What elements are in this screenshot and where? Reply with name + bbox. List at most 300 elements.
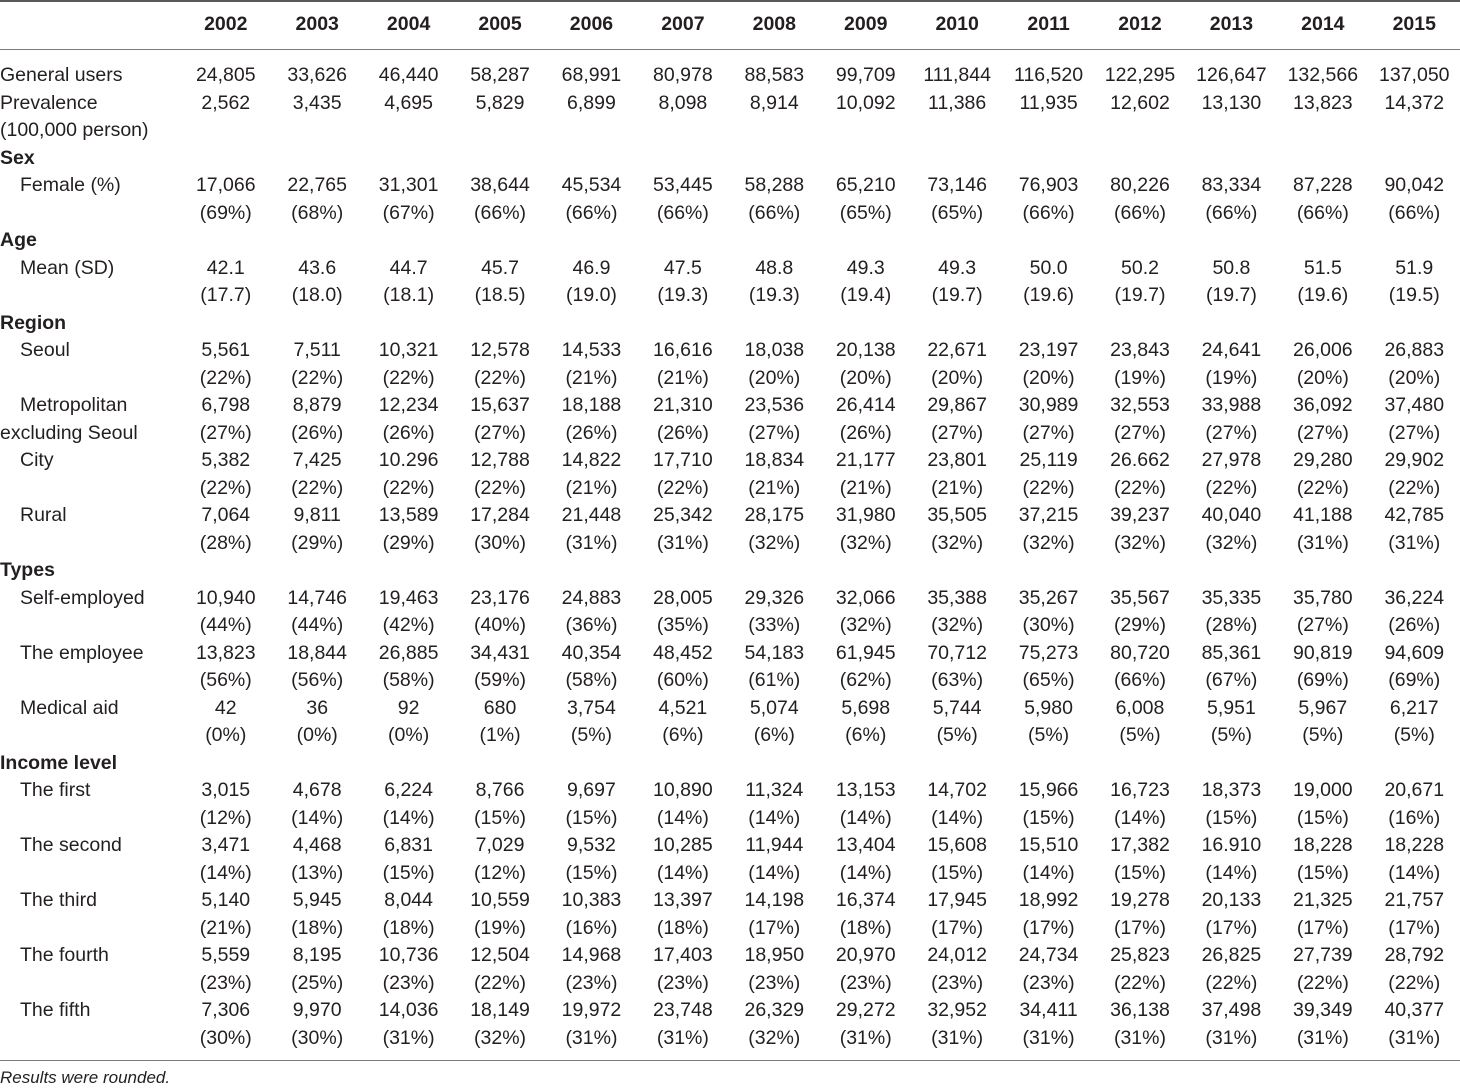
table-cell: 16,374 — [835, 889, 896, 911]
table-cell: 7,029 — [475, 834, 525, 856]
table-cell: (21%) — [199, 916, 252, 939]
table-cell: (15%) — [931, 861, 984, 884]
table-row — [0, 420, 1460, 448]
table-cell: 41,188 — [1293, 504, 1353, 526]
table-cell: (22%) — [291, 476, 344, 499]
table-cell: (5%) — [570, 724, 613, 746]
table-cell: (66%) — [748, 201, 801, 224]
table-cell: 13,404 — [835, 834, 896, 856]
table-cell: (15%) — [1296, 861, 1349, 884]
table-cell: 17,284 — [470, 504, 530, 526]
table-cell: 16,723 — [1110, 779, 1170, 801]
table-cell: 13,589 — [378, 504, 439, 526]
table-cell: (15%) — [382, 861, 435, 884]
table-cell: 10,321 — [378, 339, 439, 361]
table-cell: 48,452 — [653, 641, 713, 664]
table-cell: (58%) — [565, 669, 618, 691]
row-label — [0, 612, 180, 640]
table-cell: 50.0 — [1029, 256, 1068, 279]
table-cell: (12%) — [199, 806, 252, 829]
row-label: Seoul — [20, 339, 70, 361]
table-cell: 29,272 — [835, 999, 896, 1021]
table-cell: 26,006 — [1293, 339, 1353, 361]
table-cell: 5,140 — [201, 889, 251, 911]
table-cell: (22%) — [291, 366, 344, 389]
table-cell: (27%) — [748, 421, 801, 444]
table-cell: (22%) — [1205, 971, 1258, 994]
table-cell: (59%) — [474, 669, 527, 691]
table-cell: (23%) — [199, 971, 252, 994]
table-cell — [911, 117, 1002, 145]
table-cell: 20,133 — [1201, 889, 1262, 911]
table-cell: (6%) — [753, 724, 795, 746]
table-row — [0, 805, 1460, 833]
table-cell: 14,968 — [561, 944, 622, 966]
table-cell: (18%) — [839, 916, 892, 939]
table-cell: (66%) — [656, 201, 709, 224]
table-cell — [637, 117, 728, 145]
table-cell: (19.3) — [657, 284, 709, 306]
table-cell: 65,210 — [835, 174, 896, 196]
table-cell: 23,176 — [470, 586, 530, 609]
year-header-2013: 2013 — [1209, 13, 1254, 36]
table-cell: 18,038 — [744, 339, 805, 361]
table-cell: 8,044 — [384, 889, 434, 911]
table-cell: (20%) — [1388, 366, 1441, 389]
table-cell: 36,092 — [1293, 394, 1353, 416]
table-cell: 8,914 — [749, 91, 799, 114]
table-cell: 34,431 — [470, 641, 530, 664]
table-cell: 12,504 — [470, 944, 530, 966]
table-cell: 44.7 — [389, 256, 428, 279]
table-cell: 23,536 — [744, 394, 805, 416]
table-cell: 33,626 — [287, 64, 348, 86]
table-cell: 19,972 — [561, 999, 622, 1021]
table-cell: (13%) — [291, 861, 344, 884]
table-cell: (31%) — [1205, 1026, 1258, 1049]
table-cell: 80,720 — [1110, 641, 1170, 664]
table-cell: (14%) — [1113, 806, 1166, 829]
table-cell: 99,709 — [835, 64, 896, 86]
table-cell: (25%) — [291, 971, 344, 994]
table-cell: (66%) — [1022, 201, 1075, 224]
table-row — [0, 502, 1460, 530]
table-cell: (19%) — [1113, 366, 1166, 389]
table-cell: (23%) — [565, 971, 618, 994]
row-label: (100,000 person) — [0, 119, 149, 141]
table-row — [0, 90, 1460, 118]
table-cell: 15,637 — [470, 394, 530, 416]
table-cell: (27%) — [931, 421, 984, 444]
table-cell: (14%) — [1205, 861, 1258, 884]
table-cell — [1094, 117, 1185, 145]
table-cell: (17%) — [1113, 916, 1166, 939]
table-cell: (17%) — [748, 916, 801, 939]
table-cell: (31%) — [1388, 1026, 1441, 1049]
table-cell: (1%) — [479, 724, 521, 746]
table-cell: (19%) — [1205, 366, 1258, 389]
table-cell: 13,130 — [1201, 91, 1262, 114]
table-cell: (22%) — [199, 476, 252, 499]
table-row — [0, 585, 1460, 613]
table-cell: (19.4) — [840, 284, 892, 306]
table-cell: 40,354 — [561, 641, 622, 664]
table-row — [0, 365, 1460, 393]
row-label: Mean (SD) — [20, 256, 115, 279]
table-cell: (5%) — [1210, 724, 1252, 746]
table-cell: (22%) — [1113, 971, 1166, 994]
table-cell: 17,945 — [927, 889, 987, 911]
table-cell: (23%) — [382, 971, 435, 994]
table-cell: (18%) — [656, 916, 709, 939]
table-cell — [363, 117, 454, 145]
table-cell: 5,698 — [841, 696, 891, 719]
table-cell: (27%) — [1296, 614, 1349, 636]
table-cell: 73,146 — [927, 174, 987, 196]
footnote: Results were rounded. — [0, 1068, 171, 1087]
table-cell: 10.296 — [378, 449, 439, 471]
table-cell: (20%) — [931, 366, 984, 389]
table-cell: (28%) — [1205, 614, 1258, 636]
table-cell: (32%) — [1022, 531, 1075, 554]
table-cell: 3,754 — [567, 696, 616, 719]
table-cell: 5,829 — [475, 91, 525, 114]
table-row — [0, 1025, 1460, 1053]
table-cell: 116,520 — [1014, 64, 1084, 86]
table-cell: 42.1 — [206, 256, 245, 279]
section-label: Types — [0, 559, 55, 581]
table-cell: (0%) — [205, 724, 247, 746]
table-cell: 40,040 — [1201, 504, 1262, 526]
table-cell: (0%) — [388, 724, 430, 746]
table-cell: 6,008 — [1115, 696, 1165, 719]
table-cell: 20,970 — [835, 944, 896, 966]
table-cell: 30,989 — [1018, 394, 1079, 416]
table-cell: 111,844 — [923, 64, 991, 86]
table-cell: (15%) — [565, 861, 618, 884]
table-cell: 17,710 — [653, 449, 713, 471]
table-cell: 18,950 — [744, 944, 805, 966]
table-row — [0, 915, 1460, 943]
year-header-2010: 2010 — [935, 13, 979, 36]
table-cell: (18.1) — [383, 284, 435, 306]
table-cell: 8,879 — [292, 394, 342, 416]
table-cell: (19.7) — [931, 284, 983, 306]
table-cell: 15,966 — [1018, 779, 1079, 801]
table-cell: 80,226 — [1110, 174, 1170, 196]
table-cell: 50.8 — [1212, 256, 1251, 279]
table-row — [0, 695, 1460, 723]
table-cell: (31%) — [1388, 531, 1441, 554]
table-cell: (30%) — [474, 531, 527, 554]
section-row — [0, 750, 1460, 778]
table-cell: 19,000 — [1293, 779, 1353, 801]
table-cell — [180, 117, 271, 145]
table-cell: 122,295 — [1104, 64, 1176, 86]
table-cell: 27,978 — [1201, 449, 1262, 471]
year-header-2003: 2003 — [295, 13, 339, 36]
table-cell: (23%) — [748, 971, 801, 994]
table-cell: (30%) — [1022, 614, 1075, 636]
table-cell: 12,602 — [1110, 91, 1170, 114]
table-cell: (15%) — [1205, 806, 1258, 829]
table-cell — [454, 117, 545, 145]
table-cell: (18%) — [291, 916, 344, 939]
table-cell: (17%) — [931, 916, 984, 939]
table-cell — [1369, 117, 1460, 145]
table-row — [0, 530, 1460, 558]
table-cell: 25,823 — [1110, 944, 1170, 966]
table-cell — [271, 117, 362, 145]
table-cell: (22%) — [1205, 476, 1258, 499]
table-cell: 46.9 — [572, 256, 611, 279]
table-cell: 23,843 — [1110, 339, 1170, 361]
table-cell: (66%) — [1113, 669, 1166, 691]
table-cell: 18,844 — [287, 641, 348, 664]
row-label: The second — [20, 834, 122, 856]
header-spacer — [0, 50, 1460, 62]
table-cell: (14%) — [1022, 861, 1075, 884]
table-cell: (22%) — [199, 366, 252, 389]
table-cell: (12%) — [474, 861, 527, 884]
table-cell: (32%) — [931, 531, 984, 554]
table-cell: 7,425 — [292, 449, 342, 471]
table-cell: (0%) — [296, 724, 338, 746]
table-cell: (22%) — [656, 476, 709, 499]
table-cell: 5,559 — [201, 944, 251, 966]
table-cell: 17,403 — [653, 944, 713, 966]
year-header-2007: 2007 — [661, 13, 705, 36]
table-cell: 20,671 — [1384, 779, 1445, 801]
table-cell: (33%) — [748, 614, 801, 636]
table-cell — [1003, 117, 1094, 145]
table-cell: 6,224 — [384, 779, 434, 801]
table-cell: (23%) — [839, 971, 892, 994]
table-cell: (66%) — [1205, 201, 1258, 224]
table-cell: 26,885 — [378, 641, 439, 664]
table-row — [0, 997, 1460, 1025]
table-cell: 50.2 — [1121, 256, 1159, 279]
table-header — [0, 0, 1460, 50]
table-cell: (44%) — [291, 614, 344, 636]
table-cell: 28,005 — [653, 586, 713, 609]
table-cell: (19.6) — [1297, 284, 1349, 306]
table-cell: (32%) — [1113, 531, 1166, 554]
table-cell: (15%) — [1022, 806, 1075, 829]
table-cell: (22%) — [1388, 971, 1441, 994]
table-cell: 18,228 — [1384, 834, 1445, 856]
table-cell: 10,890 — [653, 779, 713, 801]
table-cell: 9,532 — [567, 834, 616, 856]
table-cell: (29%) — [382, 531, 435, 554]
table-cell: 27,739 — [1293, 944, 1353, 966]
row-label — [0, 915, 180, 943]
table-cell: 45,534 — [561, 174, 622, 196]
table-cell: 14,198 — [744, 889, 805, 911]
table-cell: (31%) — [656, 1026, 709, 1049]
table-cell: 49.3 — [938, 256, 977, 279]
table-cell: (19.0) — [565, 284, 617, 306]
table-cell: (14%) — [748, 806, 801, 829]
table-row — [0, 172, 1460, 200]
table-cell: (31%) — [1296, 531, 1349, 554]
table-cell: 76,903 — [1018, 174, 1079, 196]
table-cell: 36 — [306, 696, 329, 719]
table-cell: (26%) — [656, 421, 709, 444]
table-cell: 35,388 — [927, 586, 987, 609]
table-cell: 8,195 — [292, 944, 342, 966]
table-cell: 26,825 — [1201, 944, 1262, 966]
table-cell: (26%) — [291, 421, 344, 444]
table-cell: (32%) — [474, 1026, 527, 1049]
table-cell: (21%) — [931, 476, 984, 499]
table-cell: 6,899 — [567, 91, 616, 114]
table-cell: 26.662 — [1110, 449, 1170, 471]
table-cell: 38,644 — [470, 174, 530, 196]
table-cell: (29%) — [291, 531, 344, 554]
table-cell: 24,805 — [195, 64, 256, 86]
table-cell: (22%) — [382, 366, 435, 389]
table-cell: 49.3 — [846, 256, 885, 279]
table-cell: 39,349 — [1293, 999, 1353, 1021]
table-cell: 29,280 — [1293, 449, 1353, 471]
bottom-rule — [0, 1060, 1460, 1061]
table-cell: 5,074 — [749, 696, 799, 719]
table-cell: 83,334 — [1201, 174, 1262, 196]
table-cell: (63%) — [931, 669, 984, 691]
table-cell: (67%) — [382, 201, 435, 224]
table-row — [0, 777, 1460, 805]
table-cell: 6,217 — [1389, 696, 1439, 719]
table-cell: (22%) — [1388, 476, 1441, 499]
table-cell: 29,867 — [927, 394, 987, 416]
table-cell: (68%) — [291, 201, 344, 224]
table-cell: 32,553 — [1110, 394, 1170, 416]
table-cell: 28,175 — [744, 504, 805, 526]
row-label — [0, 530, 180, 558]
table-cell: (18.5) — [474, 284, 526, 306]
table-cell: 10,092 — [835, 91, 896, 114]
table-row — [0, 255, 1460, 283]
table-row — [0, 667, 1460, 695]
table-cell: 9,697 — [567, 779, 616, 801]
row-label: Prevalence — [0, 91, 98, 114]
header-rule — [0, 49, 1460, 50]
table-cell: 47.5 — [663, 256, 702, 279]
table-cell: (62%) — [839, 669, 892, 691]
row-label: The third — [20, 889, 97, 911]
row-label: Metropolitan — [20, 394, 128, 416]
row-label — [0, 365, 180, 393]
table-cell: 3,435 — [292, 91, 342, 114]
table-cell: (22%) — [382, 476, 435, 499]
table-cell: 29,902 — [1384, 449, 1445, 471]
year-header-2015: 2015 — [1392, 13, 1436, 36]
table-cell: 46,440 — [378, 64, 439, 86]
table-cell: (27%) — [1388, 421, 1441, 444]
table-cell: 10,559 — [470, 889, 530, 911]
section-row — [0, 557, 1460, 585]
table-cell: (23%) — [656, 971, 709, 994]
table-row — [0, 447, 1460, 475]
table-cell: 35,567 — [1110, 586, 1170, 609]
table-row — [0, 970, 1460, 998]
table-cell: 26,414 — [835, 394, 896, 416]
table-cell: 3,471 — [201, 834, 251, 856]
table-cell: (22%) — [1296, 971, 1349, 994]
section-row — [0, 310, 1460, 338]
table-cell: (19%) — [474, 916, 527, 939]
table-cell: (22%) — [474, 476, 527, 499]
table-row — [0, 392, 1460, 420]
table-cell: 80,978 — [653, 64, 713, 86]
table-cell: (22%) — [474, 366, 527, 389]
table-cell: (31%) — [565, 1026, 618, 1049]
table-cell: 61,945 — [835, 641, 896, 664]
year-header-2012: 2012 — [1118, 13, 1162, 36]
table-cell: (17.7) — [200, 284, 252, 306]
row-label — [0, 200, 180, 228]
table-cell: (22%) — [1113, 476, 1166, 499]
table-cell: 58,288 — [744, 174, 805, 196]
row-label: The employee — [20, 641, 144, 664]
table-cell: (14%) — [656, 806, 709, 829]
table-cell: (36%) — [565, 614, 618, 636]
table-cell: 6,831 — [384, 834, 434, 856]
table-cell: (28%) — [199, 531, 252, 554]
table-cell: (23%) — [931, 971, 984, 994]
table-cell: (14%) — [1388, 861, 1441, 884]
table-cell: 18,992 — [1018, 889, 1079, 911]
table-cell: 5,561 — [201, 339, 251, 361]
table-cell: (22%) — [474, 971, 527, 994]
table-row — [0, 887, 1460, 915]
table-cell: 6,798 — [201, 394, 251, 416]
table-body — [0, 50, 1460, 1052]
table-cell: 35,505 — [927, 504, 987, 526]
table-cell: 11,324 — [745, 779, 804, 801]
table-cell: (32%) — [931, 614, 984, 636]
table-cell — [1186, 117, 1277, 145]
table-cell: (30%) — [291, 1026, 344, 1049]
table-cell: (31%) — [839, 1026, 892, 1049]
table-cell: 37,498 — [1201, 999, 1262, 1021]
table-cell: (26%) — [839, 421, 892, 444]
table-cell: 17,382 — [1110, 834, 1170, 856]
table-cell: 13,823 — [1293, 91, 1353, 114]
table-cell: (31%) — [382, 1026, 435, 1049]
table-cell: (69%) — [1296, 669, 1349, 691]
row-label — [0, 970, 180, 998]
table-cell: 58,287 — [470, 64, 530, 86]
table-cell: 7,511 — [293, 339, 341, 361]
table-cell: (31%) — [656, 531, 709, 554]
table-cell: 23,748 — [653, 999, 713, 1021]
table-cell: 7,064 — [201, 504, 251, 526]
table-cell: 51.9 — [1395, 256, 1434, 279]
table-cell: (66%) — [565, 201, 618, 224]
row-label: General users — [0, 64, 123, 86]
table-cell: (31%) — [931, 1026, 984, 1049]
table-cell: (6%) — [662, 724, 704, 746]
table-cell: 21,325 — [1293, 889, 1353, 911]
table-cell: (58%) — [382, 669, 435, 691]
table-cell: 25,342 — [653, 504, 713, 526]
table-cell: 24,734 — [1018, 944, 1079, 966]
table-cell: (44%) — [199, 614, 252, 636]
table-cell: (21%) — [839, 476, 892, 499]
table-cell: 5,951 — [1207, 696, 1256, 719]
